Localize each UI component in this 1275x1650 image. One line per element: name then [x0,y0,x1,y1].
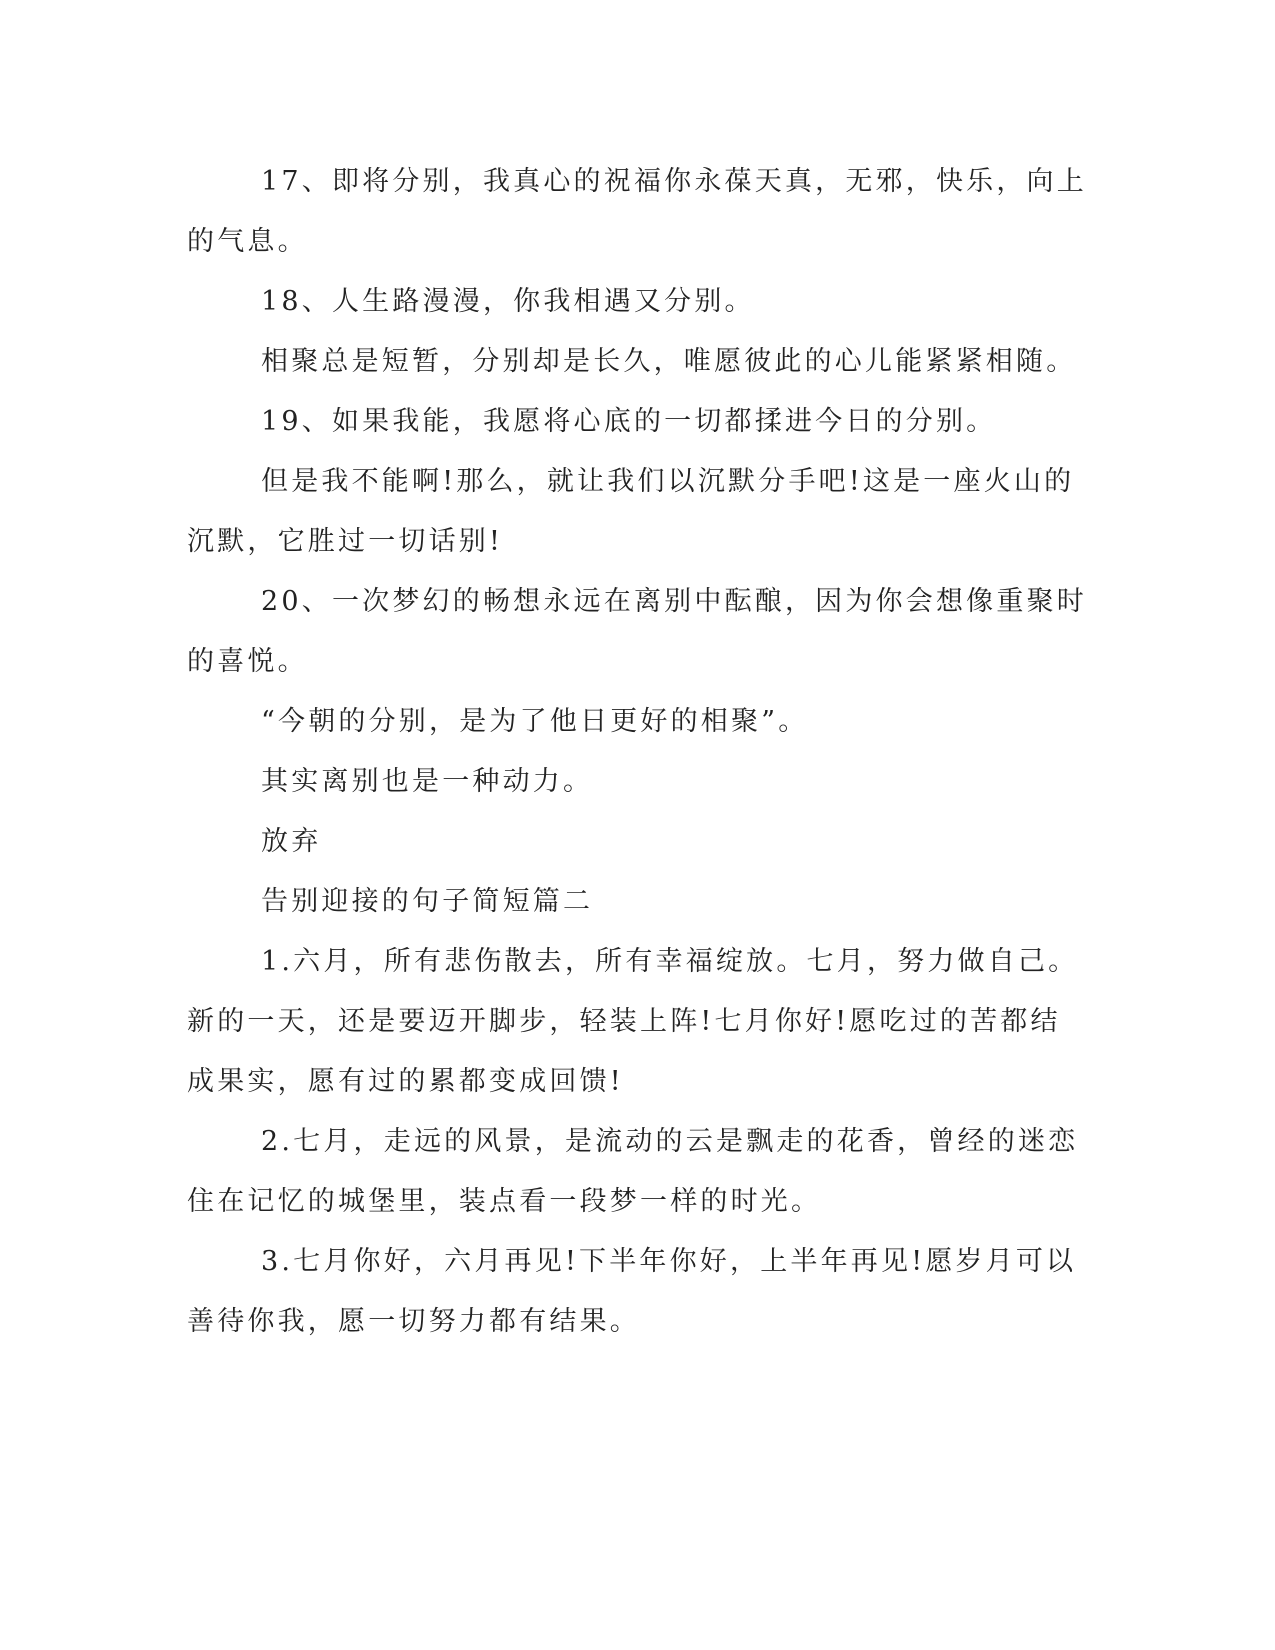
paragraph-item-3: 3.七月你好，六月再见!下半年你好，上半年再见!愿岁月可以善待你我，愿一切努力都有结果。 [187,1246,1077,1337]
section-heading: 告别迎接的句子简短篇二 [261,886,594,917]
paragraph-18-continued: 相聚总是短暂，分别却是长久，唯愿彼此的心儿能紧紧相随。 [261,346,1077,377]
paragraph-motivation: 其实离别也是一种动力。 [261,766,594,797]
paragraph-give-up: 放弃 [261,826,322,857]
paragraph-20: 20、一次梦幻的畅想永远在离别中酝酿，因为你会想像重聚时的喜悦。 [187,586,1087,677]
paragraph-item-1: 1.六月，所有悲伤散去，所有幸福绽放。七月，努力做自己。新的一天，还是要迈开脚步，轻装上阵!七月你好!愿吃过的苦都结成果实，愿有过的累都变成回馈! [187,946,1079,1097]
paragraph-19-continued: 但是我不能啊!那么，就让我们以沉默分手吧!这是一座火山的沉默，它胜过一切话别! [187,466,1075,557]
paragraph-item-2: 2.七月，走远的风景，是流动的云是飘走的花香，曾经的迷恋住在记忆的城堡里，装点看一段梦一样的时光。 [187,1126,1079,1217]
document-body [187,152,1087,1352]
paragraph-17: 17、即将分别，我真心的祝福你永葆天真，无邪，快乐，向上的气息。 [187,166,1087,257]
paragraph-19: 19、如果我能，我愿将心底的一切都揉进今日的分别。 [261,406,997,437]
paragraph-quote: “今朝的分别，是为了他日更好的相聚”。 [261,706,809,737]
paragraph-18: 18、人生路漫漫，你我相遇又分别。 [261,286,755,317]
